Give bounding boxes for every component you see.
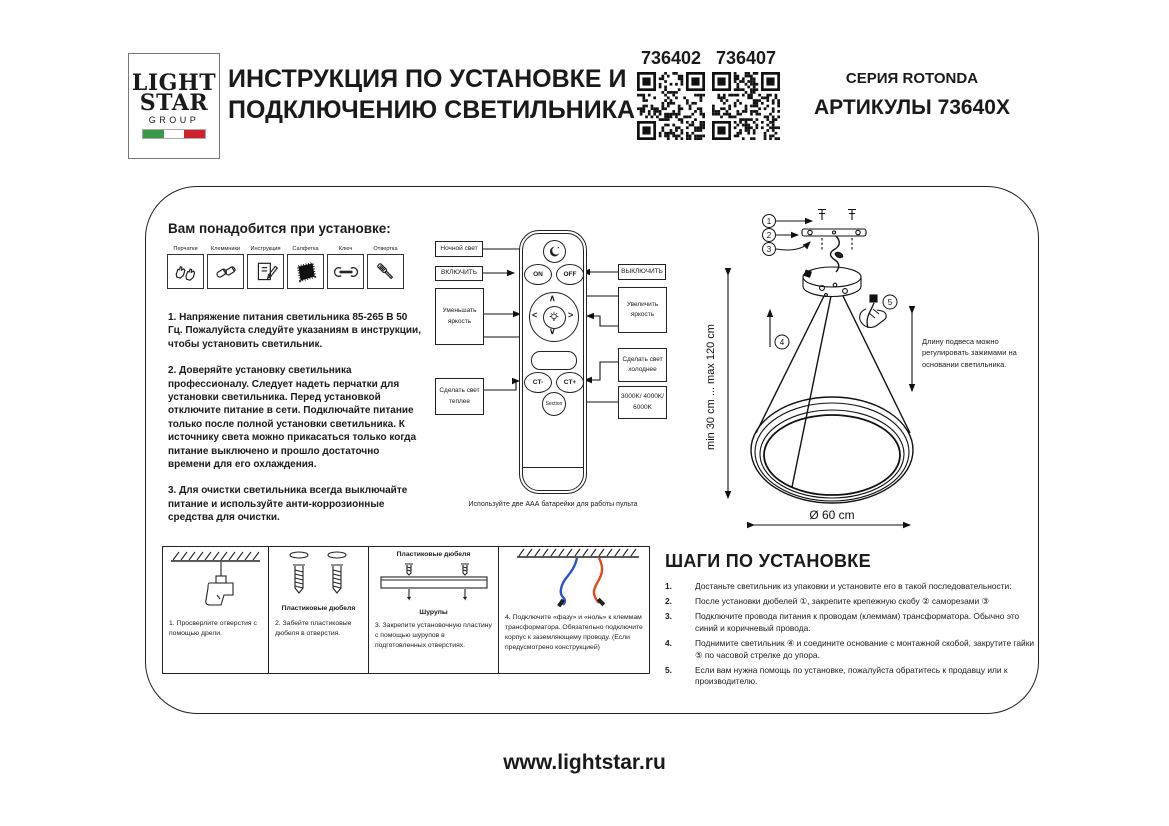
step-1: 1. Достаньте светильник из упаковки и установите его в такой последовательности: [665,581,1012,591]
tool-napkin: Салфетка [287,246,324,289]
panel-2-label: Пластиковые дюбеля [281,605,356,612]
tools-heading: Вам понадобится при установке: [168,221,391,236]
step-5: 5. Если вам нужна помощь по установке, пожалуйста обратитесь к продавцу или к производителю. [665,664,1008,687]
callout-colder: Сделать свет холоднее [618,348,667,382]
screwdriver-icon [373,259,399,285]
steps-list [665,581,1037,691]
on-button[interactable]: ON [524,264,552,285]
blue-wire [561,558,577,605]
wires-icon [499,547,650,611]
series-label: СЕРИЯ ROTONDA [845,70,979,87]
wrench-icon [333,259,359,285]
panel-2-caption: 2. Забейте пластиковые дюбеля в отверстия. [275,620,352,637]
article-number-1: 736402 [640,48,702,68]
badge-5: 5 [887,298,893,307]
install-panel-1 [163,547,268,673]
off-button[interactable]: OFF [556,264,584,285]
dowels-icon [269,547,369,607]
install-panel-2 [268,547,368,673]
page-title: ИНСТРУКЦИЯ ПО УСТАНОВКЕ И ПОДКЛЮЧЕНИЮ СВЕТИЛЬНИКА [228,65,636,124]
screw-icon [818,209,826,220]
lightstar-logo: LIGHT STAR GROUP [128,53,220,159]
qr-code-2 [712,72,780,140]
remote-caption: Используйте две ААА батарейки для работы пульта [468,501,638,508]
panel-1-caption: 1. Просверлите отверстия с помощью дрели. [169,620,257,637]
hand-icon [860,309,887,327]
logo-text: LIGHT [131,69,217,96]
screw-icon [848,209,856,220]
qr-code-1 [637,72,705,140]
badge-4: 4 [779,338,785,347]
bulb-icon [547,310,561,324]
steps-heading: ШАГИ ПО УСТАНОВКЕ [665,551,871,571]
install-panel-strip [162,546,650,674]
warning-3: 3. Для очистки светильника всегда выключайте питание и используйте анти-коррозионные средства для очистки. [168,485,408,524]
tools-row [167,246,404,289]
diameter-label: Ø 60 cm [809,508,855,522]
step-3: 3. Подключите провода питания к проводам (клеммам) трансформатора. Обычно это синий и коричневый провода. [665,610,1020,633]
article-number-2: 736407 [715,48,777,68]
cable-clamp [870,295,877,302]
pendant-diagram [698,195,1040,545]
mounting-bracket [802,229,866,236]
callout-turn-on: ВКЛЮЧИТЬ [435,266,483,281]
terminals-icon [213,259,239,285]
panel-3-caption: 3. Закрепите установочную пластину с помощью шурупов в подготовленных отверстиях. [375,622,492,649]
night-light-button[interactable] [543,240,566,263]
tool-instruction: Инструкция [247,246,284,289]
articles-label: АРТИКУЛЫ 73640X [814,96,1010,119]
callout-brighten: Увеличить яркость [618,287,667,333]
tool-gloves: Перчатки [167,246,204,289]
mounting-plate-icon [369,560,499,608]
badge-1: 1 [766,217,772,226]
ct-plus-button[interactable]: CT+ [556,372,584,393]
bulb-button[interactable] [543,306,566,329]
moon-icon [548,245,561,258]
ct-minus-button[interactable]: CT- [524,372,552,393]
arrow-right-icon[interactable]: > [568,310,574,320]
red-wire [594,558,602,603]
battery-cover-line [523,467,583,468]
callout-warmer: Сделать свет теплее [435,378,484,415]
step-2: 2. После установки дюбелей ①, закрепите крепежную скобу ② саморезами ③ [665,595,990,606]
arrow-down-icon[interactable]: ∨ [549,326,556,336]
warning-2: 2. Доверяйте установку светильника профессионалу. Следует надеть перчатки для установки светильника. Перед установкой отключите питание в сети. Подключайте питание только после полной установки светильника. К источнику света можно прикасаться только когда питание выключено и прошло достаточно времени для его охлаждения. [168,365,417,470]
website-url: www.lightstar.ru [503,751,666,774]
warning-1: 1. Напряжение питания светильника 85-265 В 50 Гц. Пожалуйста следуйте указаниям в инструкции, чтобы установить светильник. [168,312,421,350]
callout-dim: Уменьшать яркость [435,288,484,345]
safety-warnings [168,311,421,537]
instruction-icon [253,259,279,285]
napkin-icon [293,259,319,285]
install-panel-3 [368,547,498,673]
tool-wrench: Ключ [327,246,364,289]
callout-night-light: Ночной свет [435,241,483,257]
drill-icon [163,547,268,611]
panel-4-caption: 4. Подключите «фазу» и «ноль» к клеммам трансформатора. Обязательно подключите корпус к заземляющему проводу. (Если предусмотрено конструкцией) [505,614,643,651]
blank-button[interactable] [531,351,577,370]
section-button[interactable]: Section [542,392,566,416]
badge-3: 3 [766,245,772,254]
arrow-left-icon[interactable]: < [532,310,538,320]
step-4: 4. Поднимите светильник ④ и соедините основание с монтажной скобой, закрутите гайки ⑤ по часовой стрелке до упора. [665,637,1035,660]
install-panel-4 [498,547,649,673]
callout-color-temps: 3000K/ 4000K/ 6000K [618,386,667,419]
arrow-up-icon[interactable]: ∧ [549,293,556,303]
callout-turn-off: ВЫКЛЮЧИТЬ [618,264,666,280]
italian-flag-stripe [142,129,206,139]
suspension-note: Длину подвеса можно регулировать зажимами на основании светильника. [922,337,1017,369]
gloves-icon [173,259,199,285]
remote-control [519,230,587,494]
badge-2: 2 [766,231,772,240]
panel-3-label-top: Пластиковые дюбеля [396,551,471,558]
tool-terminals: Клеммники [207,246,244,289]
panel-3-label-bottom: Шурупы [419,609,448,616]
tool-screwdriver: Отвертка [367,246,404,289]
height-range-label: min 30 cm ... max 120 cm [705,324,717,450]
